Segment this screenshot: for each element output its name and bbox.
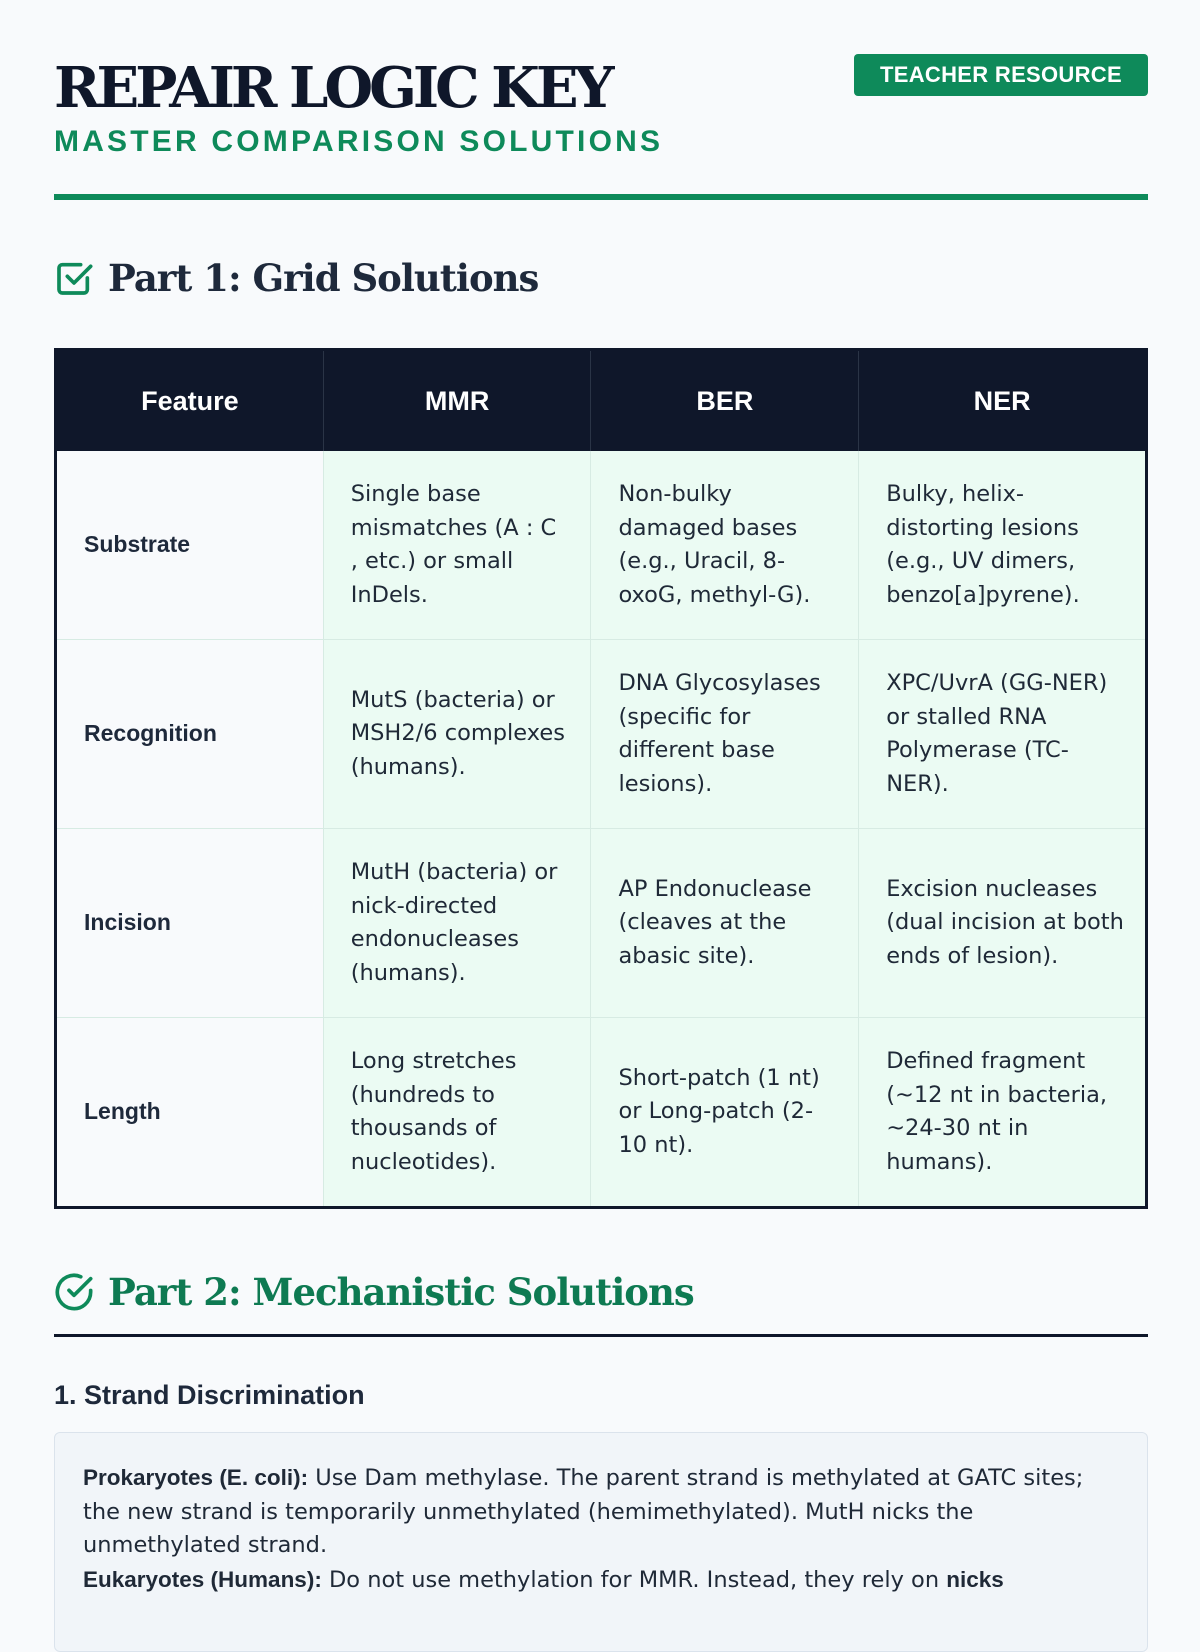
prokaryotes-label: Prokaryotes (E. coli): [83,1465,309,1490]
column-header-feature: Feature [56,350,324,452]
ner-cell: Defined fragment (~12 nt in bacteria, ~24-30 nt in humans). [859,1018,1147,1208]
mmr-cell: Single base mismatches (A : C , etc.) or small InDels. [323,451,591,640]
ber-cell: DNA Glycosylases (specific for different base lesions). [591,640,859,829]
eukaryotes-label: Eukaryotes (Humans): [83,1566,322,1592]
row-feature: Incision [56,829,324,1018]
table-row [56,829,1147,1018]
ner-cell: Excision nucleases (dual incision at both ends of lesion). [859,829,1147,1018]
ner-cell: Bulky, helix-distorting lesions (e.g., UV dimers, benzo[a]pyrene). [859,451,1147,640]
prokaryotes-paragraph [83,1461,1121,1563]
table-row [56,1018,1147,1208]
eukaryotes-paragraph [83,1563,1121,1598]
prokaryotes-text: Use Dam methylase. The parent strand is methylated at GATC sites; the new strand is temporarily unmethylated (hemimethylated). MutH nicks the unmethylated strand. [83,1465,1084,1558]
column-header-ber: BER [591,350,859,452]
mmr-cell: MutH (bacteria) or nick-directed endonucleases (humans). [323,829,591,1018]
ber-cell: Non-bulky damaged bases (e.g., Uracil, 8-oxoG, methyl-G). [591,451,859,640]
checkbox-icon [54,258,94,298]
comparison-table [54,348,1148,1209]
row-feature: Recognition [56,640,324,829]
part1-heading [54,256,538,300]
mmr-cell: Long stretches (hundreds to thousands of nucleotides). [323,1018,591,1208]
part2-heading [54,1270,694,1314]
mmr-cell: MutS (bacteria) or MSH2/6 complexes (humans). [323,640,591,829]
row-feature: Length [56,1018,324,1208]
column-header-ner: NER [859,350,1147,452]
part2-title: Part 2: Mechanistic Solutions [108,1270,694,1314]
ner-cell: XPC/UvrA (GG-NER) or stalled RNA Polymerase (TC-NER). [859,640,1147,829]
ber-cell: AP Endonuclease (cleaves at the abasic site). [591,829,859,1018]
table-row [56,451,1147,640]
table-header-row [56,350,1147,452]
check-circle-icon [54,1272,94,1312]
ber-cell: Short-patch (1 nt) or Long-patch (2-10 nt). [591,1018,859,1208]
strand-discrimination-solution [54,1432,1148,1652]
page-subtitle: MASTER COMPARISON SOLUTIONS [54,125,664,158]
eukaryotes-bold-term: nicks [946,1566,1004,1592]
header-divider [54,194,1148,200]
table-row [56,640,1147,829]
eukaryotes-text: Do not use methylation for MMR. Instead, they rely on [321,1566,947,1593]
strand-discrimination-heading: 1. Strand Discrimination [54,1380,365,1410]
teacher-resource-badge: TEACHER RESOURCE [854,54,1148,96]
row-feature: Substrate [56,451,324,640]
part2-divider [54,1334,1148,1337]
column-header-mmr: MMR [323,350,591,452]
part1-title: Part 1: Grid Solutions [108,256,539,300]
page-title: REPAIR LOGIC KEY [54,55,611,121]
